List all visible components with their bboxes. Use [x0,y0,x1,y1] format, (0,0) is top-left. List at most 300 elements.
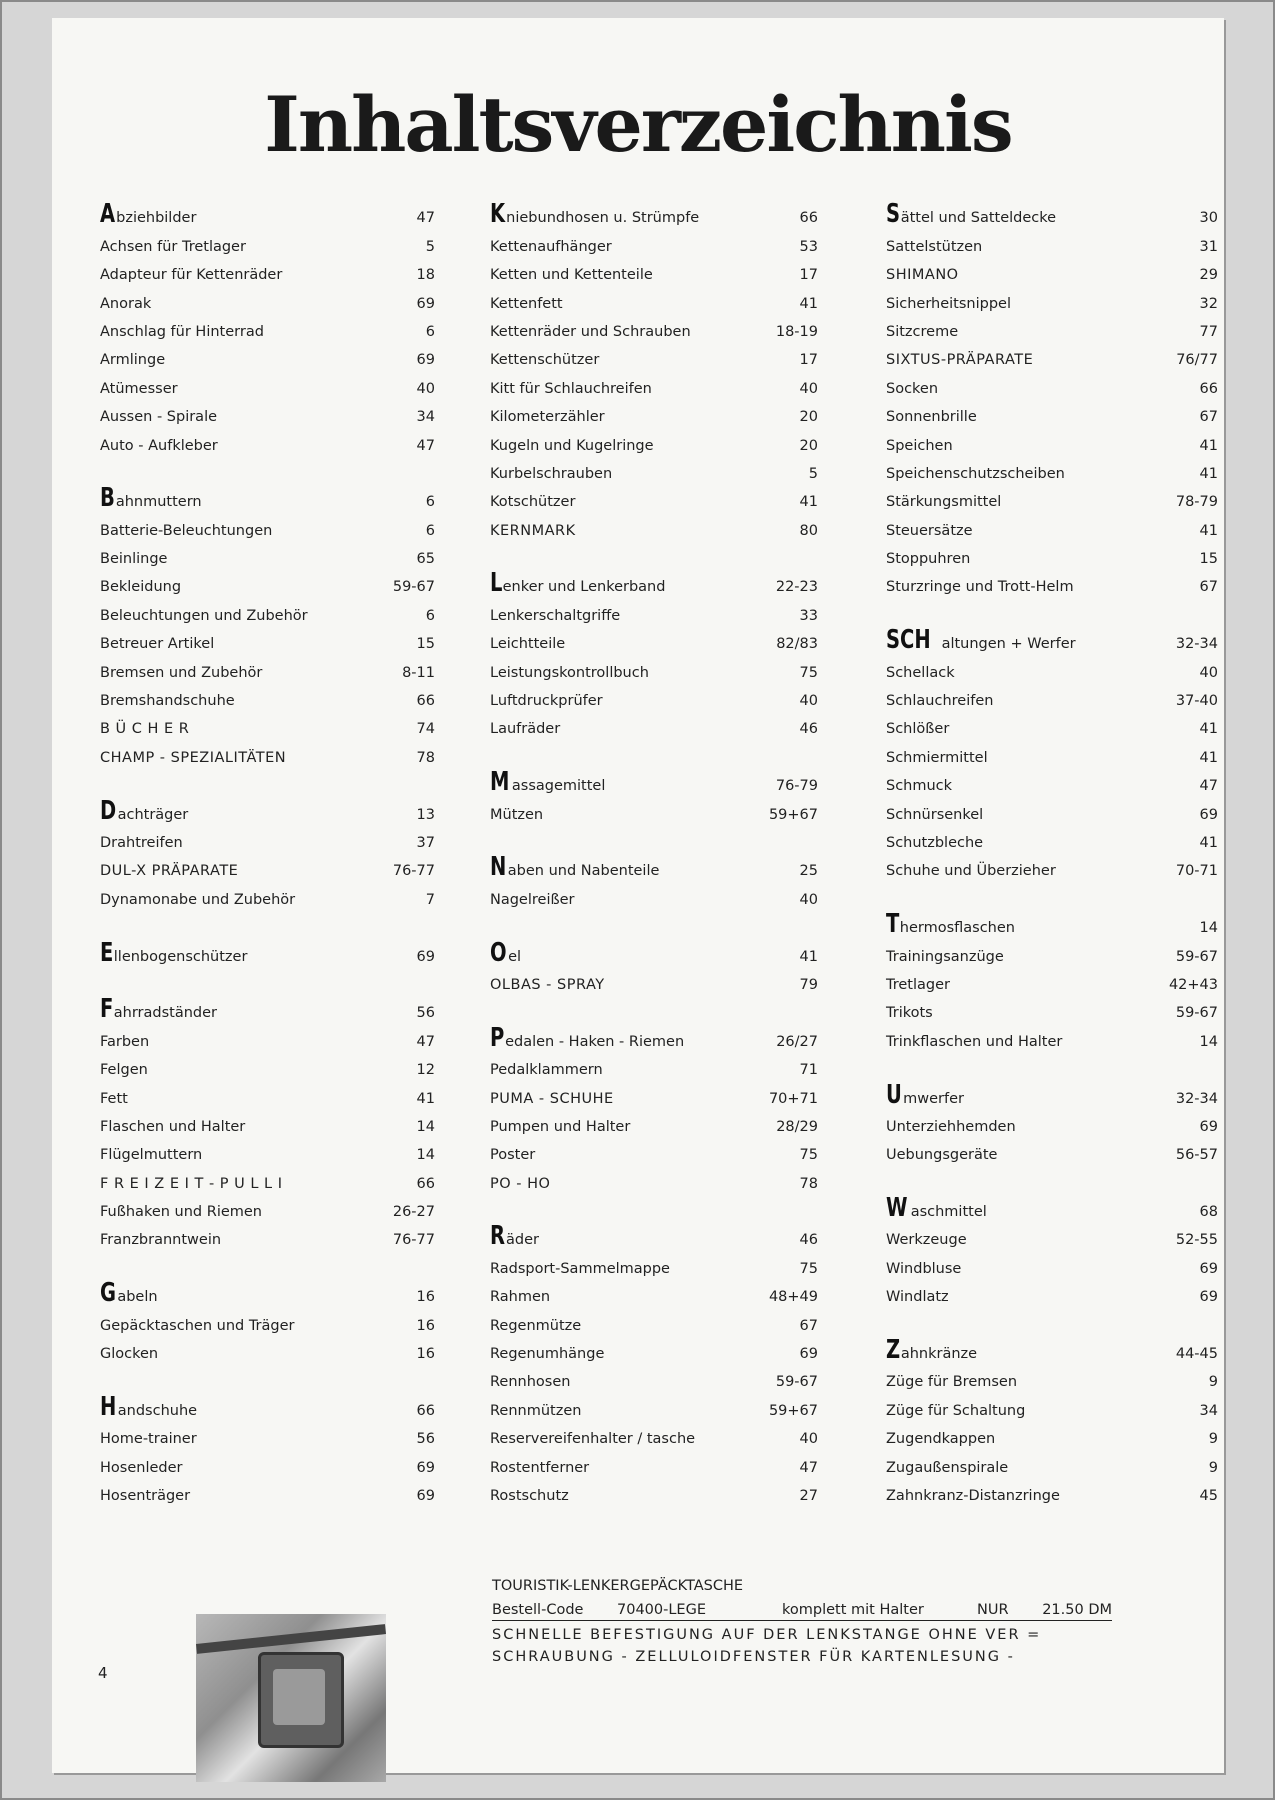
entry-name [100,1488,417,1504]
entry-page-number: 66 [799,210,818,227]
entry-page-number: 69 [416,352,435,369]
entry-text: Stoppuhren [886,551,971,568]
entry-text: Felgen [100,1062,148,1079]
entry-name [886,324,1200,340]
section-initial-letter: O [490,937,507,968]
index-entry [886,482,1218,510]
entry-name [490,1119,776,1135]
entry-text: hermosflaschen [899,920,1015,937]
index-entry [100,283,435,311]
entry-name [886,438,1200,454]
entry-text: Trikots [886,1005,933,1022]
index-entry [100,340,435,368]
entry-page-number: 18 [416,267,435,284]
entry-name [100,1119,417,1135]
entry-page-number: 12 [416,1062,435,1079]
entry-text: Züge für Schaltung [886,1402,1026,1419]
product-ad [492,1578,1152,1665]
index-entry [100,1305,435,1333]
index-entry [100,993,435,1025]
index-entry [886,794,1218,822]
entry-page-number: 76/77 [1176,352,1218,369]
entry-page-number: 34 [1199,1402,1218,1419]
entry-text: Bremsen und Zubehör [100,664,263,681]
entry-text: Rennmützen [490,1402,582,1419]
index-entry [886,1078,1218,1110]
entry-text: Beinlinge [100,551,168,568]
entry-name [886,1005,1176,1021]
entry-name [886,296,1200,312]
entry-text: Anorak [100,295,152,312]
entry-page-number: 14 [416,1147,435,1164]
entry-page-number: 48+49 [768,1289,818,1306]
entry-text: niebundhosen u. Strümpfe [506,210,700,227]
index-entry [100,368,435,396]
entry-text: PO - HO [490,1175,551,1192]
entry-page-number: 56 [416,1431,435,1448]
entry-text: aschmittel [910,1204,987,1221]
entry-name [490,1147,800,1163]
entry-name [886,1079,1176,1110]
entry-name [490,1403,769,1419]
entry-text: SIXTUS-PRÄPARATE [886,352,1034,369]
index-entry [490,1334,818,1362]
index-entry [100,681,435,709]
entry-text: Drahtreifen [100,834,183,851]
index-entry [100,1476,435,1504]
section-initial-letter: W [886,1193,908,1224]
entry-name [490,324,776,340]
index-entry [490,1107,818,1135]
index-entry [490,794,818,822]
entry-text: bziehbilder [116,210,197,227]
index-entry [490,368,818,396]
index-entry [490,425,818,453]
entry-page-number: 59-67 [1175,948,1218,965]
index-entry [886,1334,1218,1366]
entry-page-number: 32-34 [1175,636,1218,653]
entry-page-number: 67 [1199,409,1218,426]
entry-page-number: 40 [799,380,818,397]
index-entry [100,1163,435,1191]
entry-name [886,835,1200,851]
entry-name [100,892,426,908]
ad-description-line-1: SCHNELLE BEFESTIGUNG AUF DER LENKSTANGE OHNE VER = [492,1627,1042,1643]
entry-page-number: 20 [799,437,818,454]
index-entry [886,226,1218,254]
entry-page-number: 6 [425,323,435,340]
entry-page-number: 7 [425,891,435,908]
entry-page-number: 69 [1199,1118,1218,1135]
index-entry [886,1476,1218,1504]
entry-page-number: 17 [799,267,818,284]
index-entry [490,851,818,883]
entry-text: Trainingsanzüge [886,948,1004,965]
entry-text: Fett [100,1090,128,1107]
entry-text: Leistungskontrollbuch [490,664,649,681]
entry-text: Poster [490,1147,536,1164]
entry-page-number: 74 [416,721,435,738]
index-entry [490,1021,818,1053]
entry-page-number: 20 [799,409,818,426]
index-entry [886,368,1218,396]
index-entry [490,766,818,798]
entry-text: Socken [886,380,939,397]
entry-name [490,267,800,283]
ad-description-line-2: SCHRAUBUNG - ZELLULOIDFENSTER FÜR KARTENLESUNG - [492,1649,1015,1665]
index-entry [886,766,1218,794]
entry-name [490,892,800,908]
entry-name [490,636,776,652]
entry-name [490,977,800,993]
entry-page-number: 15 [1199,551,1218,568]
entry-page-number: 32 [1199,295,1218,312]
entry-name [100,750,417,766]
index-entry [100,851,435,879]
entry-page-number: 75 [799,1260,818,1277]
entry-name [490,352,800,368]
index-entry [886,283,1218,311]
entry-page-number: 47 [416,1033,435,1050]
entry-page-number: 41 [416,1090,435,1107]
entry-text: achträger [117,806,189,823]
index-entry [100,312,435,340]
entry-name [886,1289,1200,1305]
entry-name [886,977,1169,993]
entry-text: Adapteur für Kettenräder [100,267,283,284]
entry-text: Sicherheitsnippel [886,295,1011,312]
entry-page-number: 67 [799,1317,818,1334]
entry-name [100,239,426,255]
index-entry [100,539,435,567]
entry-page-number: 79 [799,976,818,993]
entry-text: Atümesser [100,380,178,397]
entry-page-number: 69 [416,1487,435,1504]
entry-text: Flaschen und Halter [100,1118,246,1135]
entry-name [886,750,1200,766]
entry-page-number: 47 [1199,778,1218,795]
entry-name [490,767,776,798]
entry-name [100,381,417,397]
entry-text: Beleuchtungen und Zubehör [100,607,308,624]
index-entry [490,595,818,623]
entry-page-number: 40 [799,1431,818,1448]
entry-text: Tretlager [886,976,950,993]
entry-text: Kettenräder und Schrauben [490,323,691,340]
entry-name [490,199,800,230]
entry-name [490,721,800,737]
entry-name [886,909,1200,940]
entry-name [100,1431,417,1447]
entry-text: Zahnkranz-Distanzringe [886,1487,1060,1504]
index-entry [886,965,1218,993]
index-entry [490,879,818,907]
index-entry [886,1220,1218,1248]
index-entry [100,510,435,538]
entry-page-number: 76-79 [775,778,818,795]
entry-text: Kettenschützer [490,352,600,369]
entry-text: Steuersätze [886,522,973,539]
entry-page-number: 70+71 [768,1090,818,1107]
entry-name [100,551,417,567]
entry-page-number: 59-67 [392,579,435,596]
entry-name [490,523,800,539]
entry-text: Luftdruckprüfer [490,693,603,710]
entry-page-number: 41 [1199,721,1218,738]
entry-page-number: 41 [1199,749,1218,766]
index-entry [886,1107,1218,1135]
entry-text: Zugaußenspirale [886,1459,1009,1476]
entry-page-number: 9 [1208,1459,1218,1476]
entry-text: Regenumhänge [490,1346,605,1363]
entry-page-number: 25 [799,863,818,880]
index-entry [100,794,435,826]
entry-text: Schmiermittel [886,749,988,766]
entry-text: Schlößer [886,721,950,738]
entry-name [100,352,417,368]
entry-name [100,1204,393,1220]
entry-name [100,199,417,230]
index-entry [886,908,1218,940]
section-initial-letter: G [100,1278,117,1309]
entry-name [100,1278,417,1309]
entry-text: Ketten und Kettenteile [490,267,653,284]
entry-name [490,1221,800,1252]
index-entry [490,709,818,737]
entry-page-number: 75 [799,664,818,681]
entry-text: Glocken [100,1346,159,1363]
entry-text: Reservereifenhalter / tasche [490,1431,696,1448]
index-entry [100,595,435,623]
entry-page-number: 40 [799,693,818,710]
index-entry [490,652,818,680]
entry-name [490,1261,800,1277]
index-entry [490,1163,818,1191]
section-initial-letter: N [490,852,507,883]
index-entry [490,567,818,599]
entry-text: Windbluse [886,1260,962,1277]
entry-name [100,721,417,737]
entry-text: Rennhosen [490,1374,571,1391]
entry-text: Schutzbleche [886,834,984,851]
entry-page-number: 45 [1199,1487,1218,1504]
only-label: NUR [977,1602,1009,1618]
entry-page-number: 6 [425,522,435,539]
entry-page-number: 77 [1199,323,1218,340]
entry-name [490,1460,800,1476]
entry-name [886,1193,1200,1224]
entry-page-number: 5 [808,465,818,482]
entry-page-number: 30 [1199,210,1218,227]
entry-page-number: 52-55 [1175,1232,1218,1249]
entry-page-number: 14 [1199,920,1218,937]
entry-page-number: 69 [416,1459,435,1476]
entry-page-number: 18-19 [775,323,818,340]
entry-name [490,665,800,681]
index-entry [490,255,818,283]
index-entry [886,851,1218,879]
index-entry [490,1419,818,1447]
entry-text: Gepäcktaschen und Träger [100,1317,295,1334]
index-entry [490,1277,818,1305]
order-code-label: Bestell-Code [492,1602,584,1618]
section-initial-letter: K [490,199,506,230]
entry-text: Kotschützer [490,494,576,511]
section-initial-letter: E [100,937,114,968]
index-entry [100,1107,435,1135]
index-entry [490,454,818,482]
entry-name [886,409,1200,425]
entry-text: Aussen - Spirale [100,409,218,426]
index-entry [490,1220,818,1252]
entry-text: Kettenfett [490,295,563,312]
index-entry [100,823,435,851]
entry-page-number: 8-11 [402,664,435,681]
entry-name [100,636,417,652]
index-entry [490,482,818,510]
entry-name [886,267,1200,283]
entry-page-number: 34 [416,409,435,426]
entry-text: Schnürsenkel [886,806,984,823]
entry-name [100,409,417,425]
page-number: 4 [98,1664,108,1682]
entry-name [886,1460,1209,1476]
entry-text: Sattelstützen [886,238,983,255]
bag-shape [258,1652,344,1748]
index-entry [886,255,1218,283]
entry-text: Kitt für Schlauchreifen [490,380,652,397]
section-initial-letter: U [886,1079,902,1110]
entry-page-number: 6 [425,494,435,511]
entry-name [490,852,800,883]
entry-page-number: 82/83 [776,636,818,653]
entry-text: Rahmen [490,1289,551,1306]
entry-name [490,409,800,425]
entry-page-number: 66 [1199,380,1218,397]
index-entry [886,1362,1218,1390]
entry-name [100,523,426,539]
entry-name [886,625,1176,656]
section-initial-letter: A [100,199,116,230]
catalog-page [52,18,1224,1773]
index-entry [490,198,818,230]
section-initial-letter: T [886,909,900,940]
entry-name [100,1034,417,1050]
entry-name [490,1374,776,1390]
entry-text: Betreuer Artikel [100,636,215,653]
index-entry [886,936,1218,964]
entry-page-number: 26-27 [392,1204,435,1221]
entry-page-number: 41 [1199,522,1218,539]
index-entry [490,397,818,425]
entry-text: CHAMP - SPEZIALITÄTEN [100,749,287,766]
entry-text: Regenmütze [490,1317,582,1334]
entry-text: DUL-X PRÄPARATE [100,863,239,880]
index-entry [100,737,435,765]
entry-name [100,1091,417,1107]
entry-name [886,1403,1200,1419]
entry-text: ahnkränze [900,1346,978,1363]
index-entry [490,1390,818,1418]
section-initial-letter: B [100,483,115,514]
entry-text: Rostentferner [490,1459,590,1476]
index-entry [100,567,435,595]
entry-page-number: 37 [416,834,435,851]
entry-name [886,1232,1176,1248]
entry-page-number: 41 [799,295,818,312]
entry-name [490,1488,800,1504]
entry-name [100,1391,417,1422]
entry-page-number: 9 [1208,1374,1218,1391]
entry-page-number: 14 [1199,1033,1218,1050]
entry-text: Speichen [886,437,953,454]
entry-text: Züge für Bremsen [886,1374,1018,1391]
entry-text: PUMA - SCHUHE [490,1090,614,1107]
section-initial-letter: R [490,1221,506,1252]
entry-page-number: 69 [416,295,435,312]
index-entry [100,482,435,514]
section-initial-letter: D [100,795,117,826]
entry-text: Achsen für Tretlager [100,238,246,255]
entry-name [100,795,417,826]
entry-page-number: 69 [799,1346,818,1363]
entry-text: Bekleidung [100,579,182,596]
index-entry [100,425,435,453]
entry-name [886,1261,1200,1277]
entry-name [490,1346,800,1362]
index-entry [886,737,1218,765]
entry-page-number: 56 [416,1005,435,1022]
entry-text: ahnmuttern [115,494,202,511]
entry-text: Flügelmuttern [100,1147,203,1164]
entry-name [100,1232,393,1248]
entry-name [886,494,1176,510]
index-entry [100,1021,435,1049]
entry-page-number: 16 [416,1346,435,1363]
ad-order-line [492,1602,1112,1621]
entry-page-number: 13 [416,806,435,823]
entry-text: Leichtteile [490,636,566,653]
entry-name [100,1460,417,1476]
entry-text: Fußhaken und Riemen [100,1204,262,1221]
entry-text: Schellack [886,664,955,681]
entry-text: Trinkflaschen und Halter [886,1033,1063,1050]
entry-page-number: 59-67 [775,1374,818,1391]
index-entry [490,1248,818,1276]
entry-name [886,721,1200,737]
index-entry [886,1021,1218,1049]
entry-text: Anschlag für Hinterrad [100,323,264,340]
entry-name [100,835,417,851]
entry-text: assagemittel [511,778,606,795]
entry-name [490,494,800,510]
entry-name [490,1176,800,1192]
index-entry [886,425,1218,453]
entry-text: Sonnenbrille [886,409,977,426]
entry-page-number: 68 [1199,1204,1218,1221]
entry-text: Franzbranntwein [100,1232,222,1249]
section-initial-letter: M [490,767,510,798]
entry-page-number: 6 [425,607,435,624]
entry-name [100,267,417,283]
entry-page-number: 69 [1199,1289,1218,1306]
index-entry [490,681,818,709]
entry-page-number: 16 [416,1289,435,1306]
index-entry [886,510,1218,538]
entry-page-number: 29 [1199,267,1218,284]
entry-name [886,1488,1200,1504]
entry-text: Schlauchreifen [886,693,994,710]
